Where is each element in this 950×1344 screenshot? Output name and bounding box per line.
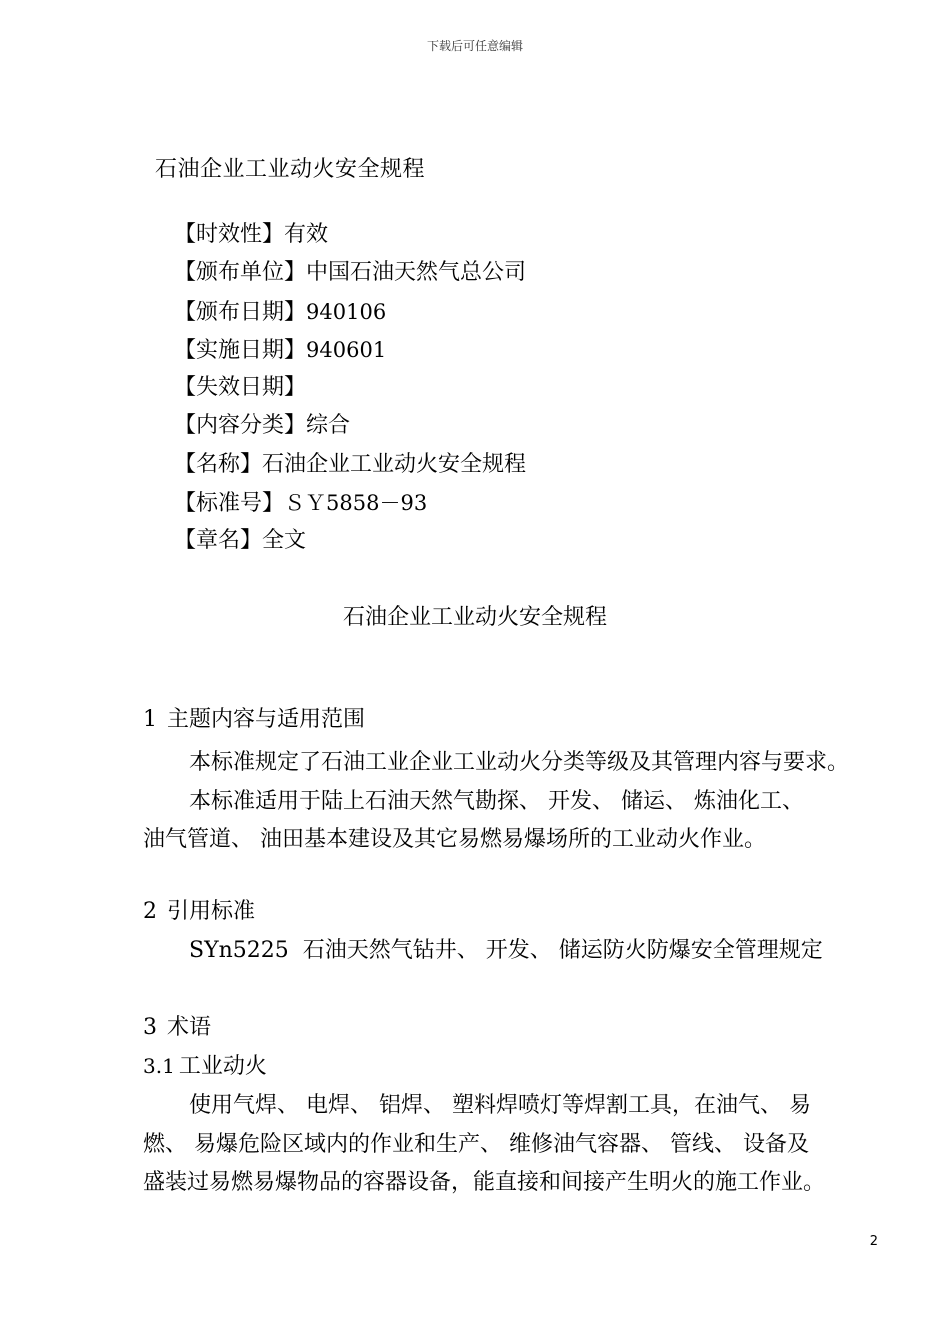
- section-3: [143, 1012, 883, 1203]
- section-heading: [143, 704, 883, 736]
- subsection-number: 3.1: [143, 1054, 175, 1078]
- reference-line: [143, 932, 883, 971]
- paragraph-line: 使用气焊、 电焊、 铝焊、 塑料焊喷灯等焊割工具，在油气、 易: [189, 1093, 811, 1118]
- reference-text: 石油天然气钻井、 开发、 储运防火防爆安全管理规定: [302, 938, 823, 963]
- meta-label: 【名称】: [174, 451, 263, 477]
- meta-row-category: [174, 407, 526, 445]
- section-heading: [143, 896, 883, 928]
- meta-value: 石油企业工业动火安全规程: [262, 451, 527, 477]
- document-title: 石油企业工业动火安全规程: [155, 157, 426, 182]
- meta-value: 940106: [306, 299, 387, 324]
- meta-value: 中国石油天然气总公司: [306, 260, 527, 286]
- section-heading: [143, 1012, 883, 1044]
- meta-row-standard-number: [174, 484, 526, 522]
- paragraph-line: 本标准适用于陆上石油天然气勘探、 开发、 储运、 炼油化工、: [189, 788, 804, 814]
- meta-row-effective-date: [174, 331, 526, 369]
- section-1: [143, 704, 883, 860]
- section-title: 术语: [167, 1015, 212, 1040]
- meta-label: 【颁布单位】: [174, 260, 307, 286]
- center-title: 石油企业工业动火安全规程: [342, 605, 607, 630]
- meta-value: ＳＹ5858－93: [284, 491, 428, 516]
- meta-row-issue-date: [174, 293, 526, 331]
- meta-label: 【实施日期】: [174, 337, 307, 363]
- meta-row-chapter: [174, 522, 526, 560]
- section-title: 主题内容与适用范围: [167, 707, 366, 732]
- header-note: 下载后可任意编辑: [426, 39, 523, 53]
- reference-code: SYn5225: [189, 938, 289, 963]
- section-number: 3: [143, 1015, 157, 1040]
- section-number: 1: [143, 707, 157, 732]
- meta-value: 940601: [306, 337, 387, 362]
- meta-label: 【失效日期】: [174, 375, 307, 401]
- meta-label: 【颁布日期】: [174, 299, 307, 325]
- meta-row-name: [174, 446, 526, 484]
- meta-value: 有效: [284, 222, 329, 247]
- meta-value: 全文: [262, 528, 307, 554]
- meta-row-expiry-date: [174, 369, 526, 407]
- paragraph-line: 燃、 易爆危险区域内的作业和生产、 维修油气容器、 管线、 设备及: [143, 1131, 809, 1157]
- meta-label: 【时效性】: [174, 222, 285, 247]
- paragraph-line: 盛装过易燃易爆物品的容器设备，能直接和间接产生明火的施工作业。: [143, 1170, 826, 1195]
- meta-value: 综合: [306, 413, 351, 439]
- section-title: 引用标准: [167, 899, 256, 924]
- subsection-title: 工业动火: [178, 1054, 267, 1079]
- meta-row-issuer: [174, 254, 526, 292]
- subsection-heading: [143, 1048, 883, 1085]
- paragraph-line: 油气管道、 油田基本建设及其它易燃易爆场所的工业动火作业。: [143, 827, 766, 852]
- meta-label: 【标准号】: [174, 491, 285, 517]
- metadata-block: [174, 216, 526, 561]
- meta-row-validity: [174, 216, 526, 254]
- page-number: 2: [869, 1234, 878, 1249]
- section-2: [143, 896, 883, 971]
- paragraph: 本标准规定了石油工业企业工业动火分类等级及其管理内容与要求。: [189, 750, 850, 775]
- section-number: 2: [143, 899, 157, 924]
- meta-label: 【章名】: [174, 528, 263, 554]
- meta-label: 【内容分类】: [174, 413, 307, 439]
